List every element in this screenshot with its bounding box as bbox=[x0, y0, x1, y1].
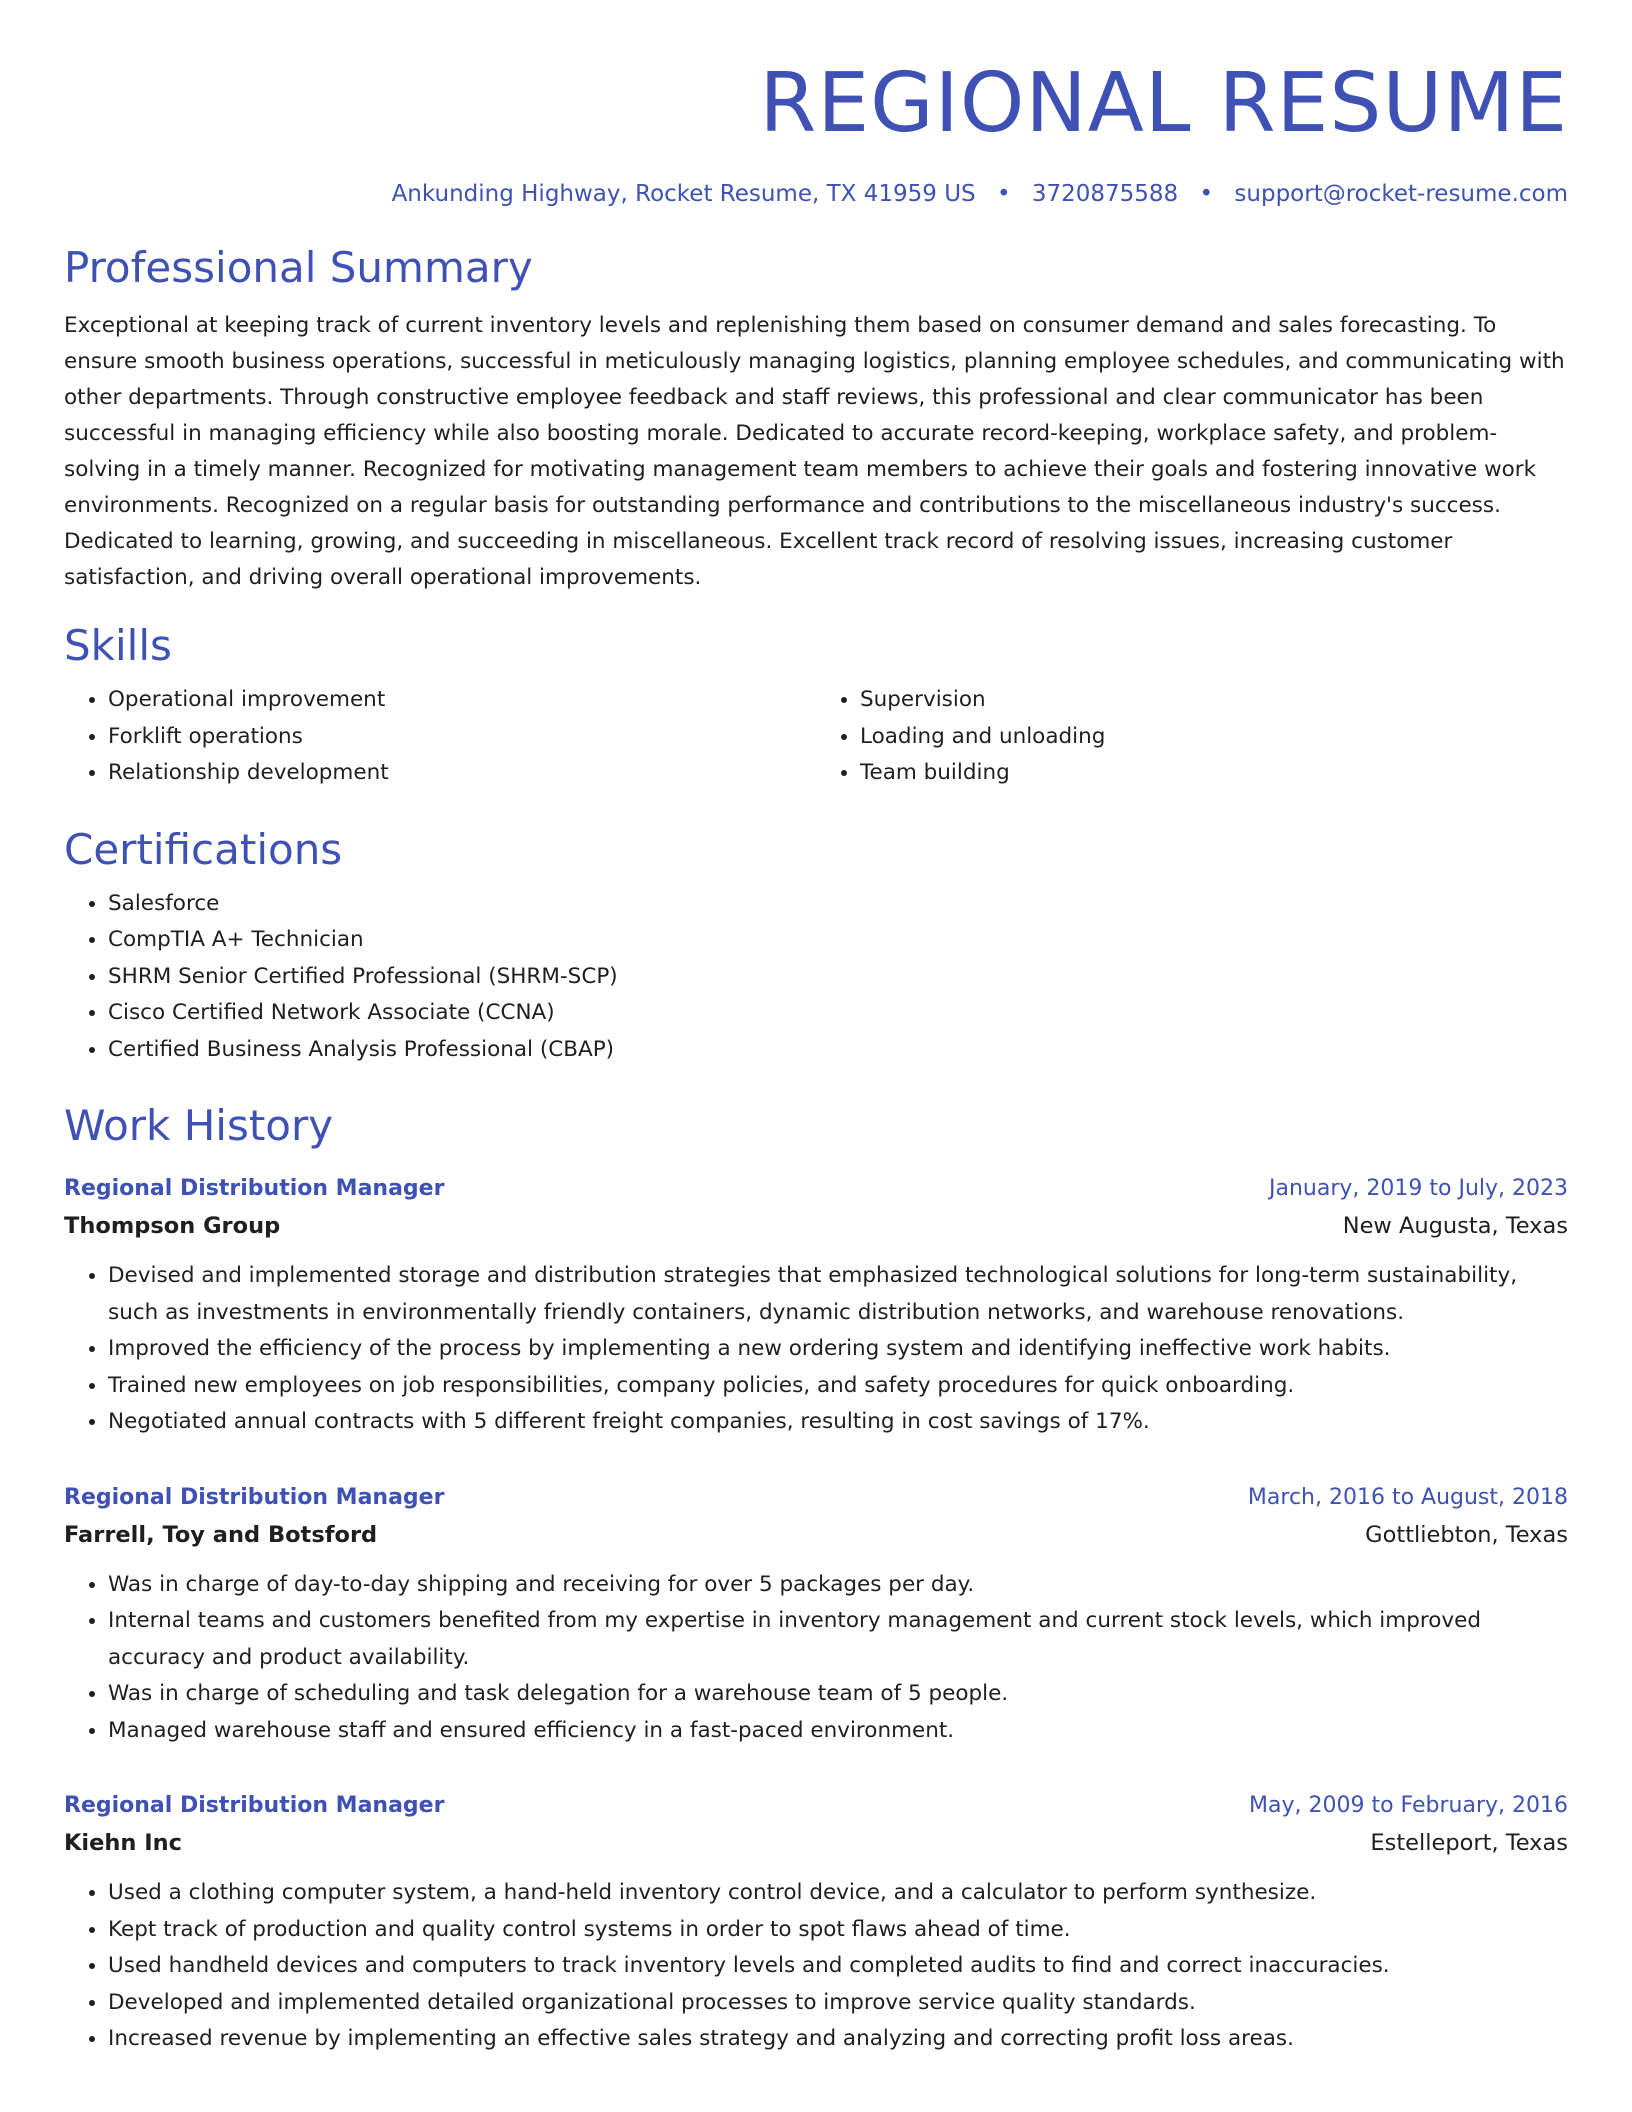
job-bullets bbox=[64, 1258, 1568, 1441]
skills-columns bbox=[64, 682, 1568, 792]
job-bullet: • Was in charge of scheduling and task delegation for a warehouse team of 5 people. bbox=[108, 1676, 1568, 1713]
skills-heading: Skills bbox=[64, 621, 172, 670]
job-company: Kiehn Inc bbox=[64, 1830, 183, 1856]
job-bullet: • Used handheld devices and computers to track inventory levels and completed audits to find and correct inaccuracies. bbox=[108, 1948, 1568, 1985]
certification-item: • Cisco Certified Network Associate (CCNA) bbox=[108, 995, 1568, 1032]
job-company: Thompson Group bbox=[64, 1213, 281, 1239]
certification-item: • Certified Business Analysis Professional (CBAP) bbox=[108, 1032, 1568, 1069]
skill-item: • Loading and unloading bbox=[860, 719, 1568, 756]
skill-item: • Supervision bbox=[860, 682, 1568, 719]
skills-list-right bbox=[816, 682, 1568, 792]
job-entry bbox=[64, 1172, 1568, 1441]
job-title-row bbox=[64, 1481, 1568, 1515]
skill-item: • Operational improvement bbox=[108, 682, 816, 719]
job-bullet: • Managed warehouse staff and ensured efficiency in a fast-paced environment. bbox=[108, 1713, 1568, 1750]
certification-item: • Salesforce bbox=[108, 886, 1568, 923]
job-bullets bbox=[64, 1567, 1568, 1750]
job-entry bbox=[64, 1481, 1568, 1750]
summary-text: Exceptional at keeping track of current inventory levels and replenishing them based on consumer demand and sales forecasting. To ensure smooth business operations, successful in meticulously managing logistics, planning employee schedules, and communicating with other departments. Through constructive employee feedback and staff reviews, this professional and clear communicator has been successful in managing efficiency while also boosting morale. Dedicated to accurate record-keeping, workplace safety, and problem-solving in a timely manner. Recognized for motivating management team members to achieve their goals and fostering innovative work environments. Recognized on a regular basis for outstanding performance and contributions to the miscellaneous industry's success. Dedicated to learning, growing, and succeeding in miscellaneous. Excellent track record of resolving issues, increasing customer satisfaction, and driving overall operational improvements. bbox=[64, 313, 1565, 590]
job-title: Regional Distribution Manager bbox=[64, 1793, 445, 1818]
job-title: Regional Distribution Manager bbox=[64, 1176, 445, 1201]
certification-item: • SHRM Senior Certified Professional (SHRM-SCP) bbox=[108, 959, 1568, 996]
job-bullet: • Used a clothing computer system, a hand-held inventory control device, and a calculator to perform synthesize. bbox=[108, 1875, 1568, 1912]
resume-name: REGIONAL RESUME bbox=[759, 56, 1568, 151]
certifications-list bbox=[64, 886, 1568, 1069]
job-bullet: • Was in charge of day-to-day shipping and receiving for over 5 packages per day. bbox=[108, 1567, 1568, 1604]
contact-separator: • bbox=[996, 181, 1011, 207]
skills-list-left bbox=[64, 682, 816, 792]
job-bullet: • Internal teams and customers benefited from my expertise in inventory management and current stock levels, which improved accuracy and product availability. bbox=[108, 1603, 1568, 1676]
job-title-row bbox=[64, 1172, 1568, 1206]
job-location: Estelleport, Texas bbox=[1370, 1830, 1568, 1856]
job-company-row bbox=[64, 1515, 1568, 1555]
contact-phone: 3720875588 bbox=[1031, 181, 1179, 207]
contact-email: support@rocket-resume.com bbox=[1234, 181, 1568, 207]
certification-item: • CompTIA A+ Technician bbox=[108, 922, 1568, 959]
job-location: Gottliebton, Texas bbox=[1365, 1521, 1568, 1548]
summary-heading: Professional Summary bbox=[64, 243, 533, 292]
job-dates: March, 2016 to August, 2018 bbox=[1247, 1484, 1568, 1510]
job-bullet: • Trained new employees on job responsibilities, company policies, and safety procedures for quick onboarding. bbox=[108, 1368, 1568, 1405]
job-bullet: • Devised and implemented storage and distribution strategies that emphasized technological solutions for long-term sustainability, such as investments in environmentally friendly containers, dynamic distribution networks, and warehouse renovations. bbox=[108, 1258, 1568, 1331]
contact-separator: • bbox=[1199, 181, 1214, 207]
job-entry bbox=[64, 1789, 1568, 2058]
skill-item: • Relationship development bbox=[108, 755, 816, 792]
job-dates: May, 2009 to February, 2016 bbox=[1249, 1793, 1568, 1818]
skill-item: • Forklift operations bbox=[108, 719, 816, 756]
job-bullet: • Increased revenue by implementing an effective sales strategy and analyzing and correcting profit loss areas. bbox=[108, 2021, 1568, 2058]
job-bullets bbox=[64, 1875, 1568, 2058]
job-bullet: • Kept track of production and quality control systems in order to spot flaws ahead of time. bbox=[108, 1912, 1568, 1949]
certifications-heading: Certifications bbox=[64, 824, 343, 874]
job-dates: January, 2019 to July, 2023 bbox=[1269, 1176, 1568, 1201]
job-bullet: • Developed and implemented detailed organizational processes to improve service quality standards. bbox=[108, 1985, 1568, 2022]
job-title: Regional Distribution Manager bbox=[64, 1484, 445, 1510]
job-company: Farrell, Toy and Botsford bbox=[64, 1521, 378, 1548]
job-bullet: • Negotiated annual contracts with 5 different freight companies, resulting in cost savings of 17%. bbox=[108, 1404, 1568, 1441]
contact-address: Ankunding Highway, Rocket Resume, TX 41959 US bbox=[391, 181, 976, 207]
job-company-row bbox=[64, 1206, 1568, 1246]
job-bullet: • Improved the efficiency of the process by implementing a new ordering system and identifying ineffective work habits. bbox=[108, 1331, 1568, 1368]
job-location: New Augusta, Texas bbox=[1342, 1213, 1568, 1239]
job-company-row bbox=[64, 1823, 1568, 1863]
contact-line bbox=[64, 178, 1568, 210]
work-history-heading: Work History bbox=[64, 1101, 334, 1150]
job-title-row bbox=[64, 1789, 1568, 1823]
skill-item: • Team building bbox=[860, 755, 1568, 792]
